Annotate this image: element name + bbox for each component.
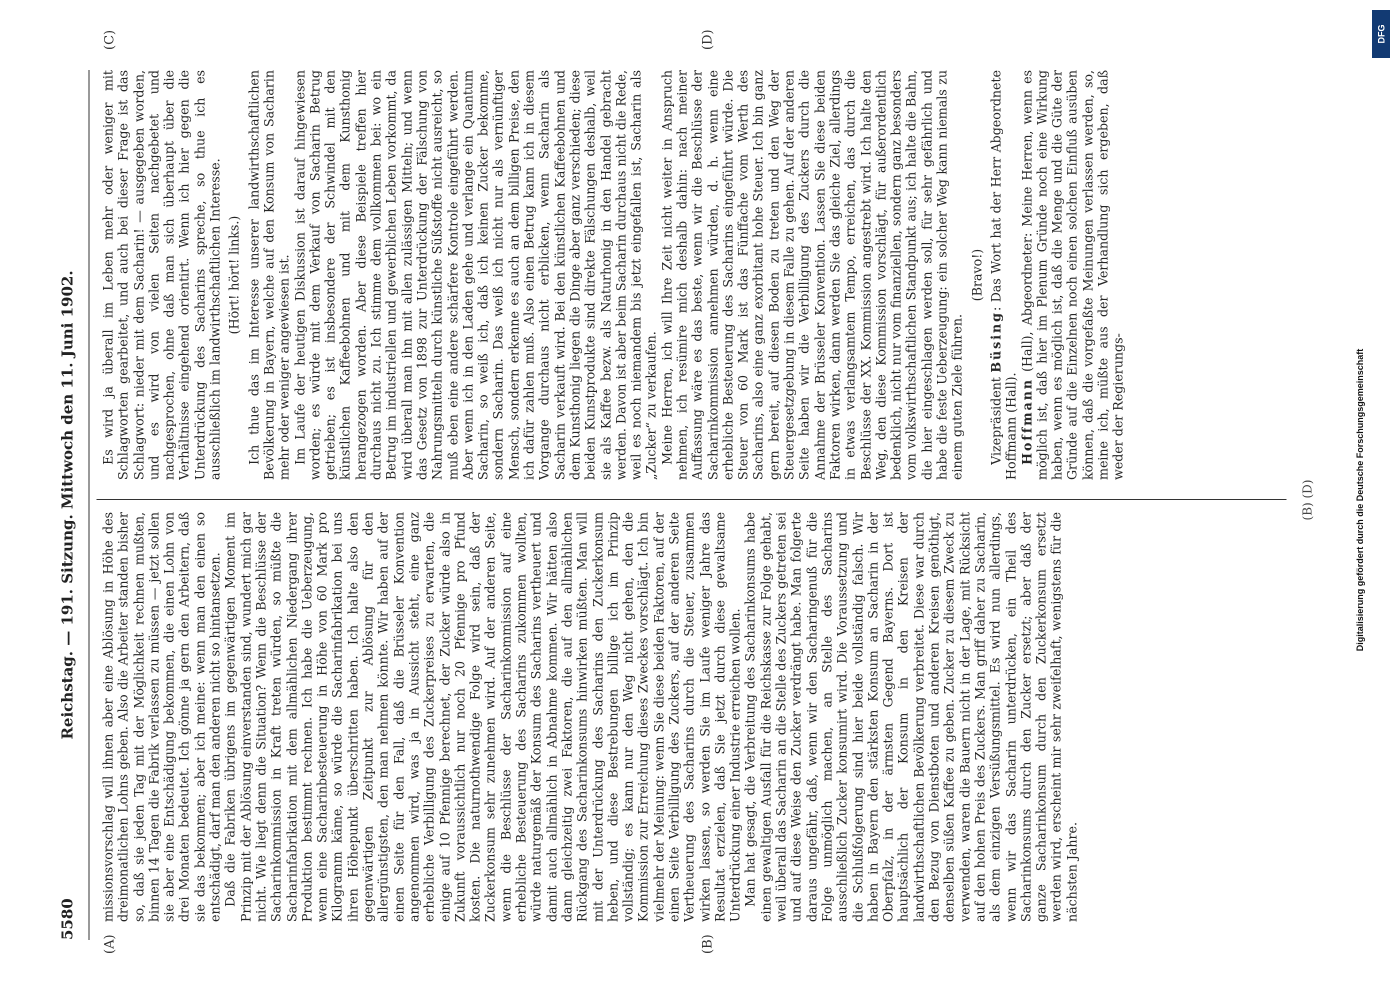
speaker-text: (Hall), Abgeordneter: Meine Herren, wenn es möglich ist, daß hier im Plenum Gründe noch eine Wirkung haben, wenn es möglich ist, daß die Menge und die Güte der Gründe auf die Einzelnen noch einen solchen Einfluß ausüben können, daß die vorgefaßte Meinungen verlassen werden, so, meine ich, müßte aus der Verhandlung sich ergeben, daß weder der Regierungs- xyxy=(1018,70,1126,480)
margin-marker-d: (D) xyxy=(700,29,715,50)
left-paragraph: Man hat gesagt, die Verbreitung des Sacharinkonsums habe einen gewaltigen Ausfall für die Reichskasse zur Folge gehabt, weil überall das Sacharin an die Stelle des Zuckers getreten sei und auf diese Weise den Zucker verdrängt habe. Man folgerte daraus ungefähr, daß, wenn wir den Sacharingenuß für die Folge unmöglich machen, an Stelle des Sacharins ausschließlich Zucker konsumirt wird. Die Voraussetzung und die Schlußfolgerung sind hier beide vollständig falsch. Wir haben in Bayern den stärksten Konsum an Sacharin in der Oberpfalz, in der ärmsten Gegend Bayerns. Dort ist hauptsächlich der Konsum in den Kreisen der landwirthschaftlichen Bevölkerung verbreitet. Diese war durch den Bezug von Dienstboten und anderen Kreisen genöthigt, denselben süßen Kaffee zu geben. Zucker zu diesem Zweck zu verwenden, waren die Bauern nicht in der Lage, mit Rücksicht auf den hohen Preis des Zuckers. Man griff daher zu Sacharin, als dem einzigen Versüßungsmittel. Es wird nun allerdings, wenn wir das Sacharin unterdrücken, ein Theil des Sacharinkonsums durch den Zucker ersetzt; aber daß der ganze Sacharinkonsum durch den Zuckerkonsum ersetzt werden wird, erscheint mir sehr zweifelhaft, wenigstens für die nächsten Jahre. xyxy=(742,512,1079,922)
page-header xyxy=(58,70,84,940)
right-paragraph: Ich thue das im Interesse unserer landwirthschaftlichen Bevölkerung in Bayern, welche auf den Konsum von Sacharin mehr oder weniger angewiesen ist. xyxy=(245,70,292,480)
interjection: (Hört! hört! links.) xyxy=(226,215,242,335)
speaker-name: Hoffmann xyxy=(1018,377,1034,465)
dfg-logo-text: DFG xyxy=(1376,24,1386,44)
margin-marker-a: (A) xyxy=(102,934,117,954)
page-number: 5580 xyxy=(58,898,76,940)
speaker-text: : Das Wort hat der Herr Abgeordnete Hoffmann (Hall). xyxy=(987,70,1019,480)
speaker-paragraph xyxy=(988,70,1019,480)
digitization-credit: Digitalisierung gefördert durch die Deutsche Forschungsgemeinschaft xyxy=(1355,348,1365,652)
margin-marker-c: (C) xyxy=(102,29,117,50)
right-paragraph: Im Laufe der heutigen Diskussion ist darauf hingewiesen worden; es würde mit dem Verkauf von Sacharin Betrug getrieben; es ist insbesondere der Schwindel mit den künstlichen Kaffeebohnen und mit dem Kunsthonig herangezogen worden. Aber diese Beispiele treffen hier durchaus nicht zu. Ich stimme dem vollkommen bei: wo ein Betrug im industriellen und gewerblichen Leben vorkommt, da wird überall man ihn mit allen zulässigen Mitteln; und wenn das Gesetz von 1898 zur Unterdrückung der Fälschung von Nahrungsmitteln durch künstliche Süßstoffe nicht ausreicht, so muß eben eine andere schärfere Kontrole eingeführt werden. Aber wenn ich in den Laden gehe und verlange ein Quantum Sacharin, so weiß ich, daß ich keinen Zucker bekomme, sondern Sacharin. Das weiß ich nicht nur als vernünftiger Mensch, sondern erkenne es auch an dem billigen Preise, den ich dafür zahlen muß. Also einen Betrug kann ich in diesem Vorgange durchaus nicht erblicken, wenn Sacharin als Sacharin verkauft wird. Bei den künstlichen Kaffeebohnen und dem Kunsthonig liegen die Dinge aber ganz verschieden; diese beiden Kunstprodukte sind direkte Fälschungen deshalb, weil sie als Kaffee bezw. als Naturhonig in den Handel gebracht werden. Davon ist aber beim Sacharin durchaus nicht die Rede, weil es noch niemandem bis jetzt eingefallen ist, Sacharin als „Zucker“ zu verkaufen. xyxy=(291,70,659,480)
speaker-name: Büsing xyxy=(987,311,1003,373)
footer-markers: (B) (D) xyxy=(1300,479,1314,521)
page-header-title: Reichstag. — 191. Sitzung. Mittwoch den 11. Juni 1902. xyxy=(58,270,76,740)
header-rule xyxy=(88,70,89,940)
margin-marker-b: (B) xyxy=(700,934,715,954)
column-divider xyxy=(96,499,1286,500)
left-paragraph: Daß die Fabriken übrigens im gegenwärtigen Moment im Prinzip mit der Ablösung einverstanden sind, wundert mich gar nicht. Wie liegt denn die Situation? Wenn die Beschlüsse der Sacharinkommission in Kraft treten würden, so müßte die Sacharinfabrikation mit dem allmählichen Niedergang ihrer Produktion bestimmt rechnen. Ich habe die Ueberzeugung, wenn eine Sacharinbesteuerung in Höhe von 60 Mark pro Kilogramm käme, so würde die Sacharinfabrikation bei uns ihren Höhepunkt überschritten haben. Ich halte also den gegenwärtigen Zeitpunkt zur Ablösung für den allergünstigsten, den man nehmen könnte. Wir haben auf der einen Seite für den Fall, daß die Brüsseler Konvention angenommen wird, was ja in Aussicht steht, eine ganz erhebliche Verbilligung des Zuckerpreises zu erwarten, die einige auf 10 Pfennige berechnet, der Zucker würde also in Zukunft voraussichtlich nur noch 20 Pfennige pro Pfund kosten. Die naturnothwendige Folge wird sein, daß der Zuckerkonsum sehr zunehmen wird. Auf der anderen Seite, wenn die Beschlüsse der Sacharinkommission auf eine erhebliche Besteuerung des Sacharins zukommen wollten, würde naturgemäß der Konsum des Sacharins vertheuert und damit auch allmählich in Abnahme kommen. Wir hätten also dann gleichzeitig zwei Faktoren, die auf den allmählichen Rückgang des Sacharinkonsums hinwirken müßten. Man will mit der Unterdrückung des Sacharins den Zuckerkonsum heben, und diese Bestrebungen billige ich im Prinzip vollständig; es kann nur den Weg nicht gehen, den die Kommission zur Erreichung dieses Zweckes vorschlägt. Ich bin vielmehr der Meinung: wenn Sie diese beiden Faktoren, auf der einen Seite Verbilligung des Zuckers, auf der anderen Seite Vertheuerung des Sacharins durch die Steuer, zusammen wirken lassen, so werden Sie im Laufe weniger Jahre das Resultat erzielen, daß Sie jetzt durch diese gewaltsame Unterdrückung einer Industrie erreichen wollen. xyxy=(222,512,743,922)
speaker-role: Vizepräsident xyxy=(987,372,1003,465)
speaker-paragraph xyxy=(1019,70,1126,480)
right-paragraph: Es wird ja überall im Leben mehr oder weniger mit Schlagworten gearbeitet, und auch bei dieser Frage ist das Schlagwort: nieder mit dem Sacharin! — ausgegeben worden, und es wird von vielen Seiten nachgebetet und nachgesprochen, ohne daß man sich überhaupt über die Verhältnisse eingehend orientirt. Wenn ich hier gegen die Unterdrückung des Sacharins spreche, so thue ich es ausschließlich im landwirthschaftlichen Interesse. xyxy=(100,70,223,480)
right-paragraph: Meine Herren, ich will Ihre Zeit nicht weiter in Anspruch nehmen, ich resümire mich deshalb dahin: nach meiner Auffassung wäre es das beste, wenn wir die Beschlüsse der Sacharinkommission annehmen würden, d. h. wenn eine erhebliche Besteuerung des Sacharins eingeführt würde. Die Steuer von 60 Mark ist das Fünffache vom Werth des Sacharins, also eine ganz exorbitant hohe Steuer. Ich bin ganz gern bereit, auf diesen Boden zu treten und den Weg der Steuergesetzgebung in diesem Falle zu gehen. Auf der anderen Seite haben wir die Verbilligung des Zuckers durch die Annahme der Brüsseler Konvention. Lassen Sie diese beiden Faktoren wirken, dann werden Sie das gleiche Ziel, allerdings in etwas verlangsamtem Tempo, erreichen, das durch die Beschlüsse der XX. Kommission angestrebt wird. Ich halte den Weg, den diese Kommission vorschlägt, für außerordentlich bedenklich, nicht nur vom finanziellen, sondern ganz besonders vom volkswirthschaftlichen Standpunkt aus; ich halte die Bahn, die hier eingeschlagen werden soll, für sehr gefährlich und habe die feste Ueberzeugung: ein solcher Weg kann niemals zu einem guten Ziele führen. xyxy=(658,70,965,480)
left-column xyxy=(100,512,1280,922)
left-paragraph: missionsvorschlag will ihnen aber eine Ablösung in Höhe des dreimonatlichen Lohns geben. Also die Arbeiter standen bisher so, daß sie jeden Tag mit der Möglichkeit rechnen mußten, binnen 14 Tagen die Fabrik verlassen zu müssen — jetzt sollen sie aber eine Entschädigung bekommen, die einen Lohn von drei Monaten bedeutet. Ich gönne ja gern den Arbeitern, daß sie das bekommen; aber ich meine: wenn man den einen so entschädigt, darf man den anderen nicht so hintansetzen. xyxy=(100,512,223,922)
interjection: (Bravo!) xyxy=(968,248,984,302)
right-column xyxy=(100,70,1280,480)
dfg-logo xyxy=(1372,10,1390,58)
